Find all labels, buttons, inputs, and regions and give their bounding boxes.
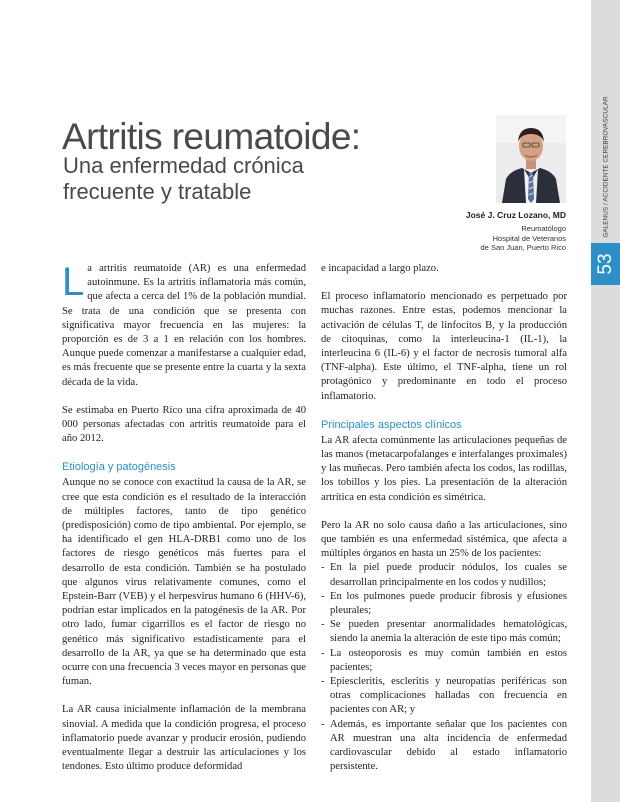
paragraph-statistics: Se estimaba en Puerto Rico una cifra aproximada de 40 000 personas afectadas con artritis reumatoide para el año 2012. (62, 404, 306, 445)
complications-list (321, 561, 567, 774)
author-location: de San Juan, Puerto Rico (480, 243, 566, 252)
author-photo (496, 115, 566, 203)
drop-cap: L (62, 260, 85, 304)
paragraph-continuation: e incapacidad a largo plazo. (321, 263, 439, 274)
list-item: - En los pulmones puede producir fibrosis y efusiones pleurales; (321, 590, 567, 618)
list-item: - En la piel puede producir nódulos, los cuales se desarrollan principalmente en los codos y nudillos; (321, 561, 567, 589)
paragraph-etiologia: Aunque no se conoce con exactitud la causa de la AR, se cree que esta condición es el resultado de la interacción de múltiples factores, tanto de tipo genético (predisposición) como de tipo ambiental. Por ejemplo, se ha identificado el gen HLA-DRB1 como uno de los factores de riesgo genéticos más fuertes para el desarrollo de esta condición. También se ha postulado que algunos virus relativamente comunes, como el Epstein-Barr (VEB) y el herpesvirus humano 6 (HHV-6), podrían estar implicados en la patogénesis de la AR. Por otro lado, fumar cigarrillos es el factor de riesgo no genético más significativo estadísticamente para el desarrollo de la AR, ya que se ha determinado que esta ocurre con una frecuencia 3 veces mayor en personas que fuman. (62, 477, 306, 688)
list-item: - Se pueden presentar anormalidades hematológicas, siendo la anemia la alteración de este tipo más común; (321, 618, 567, 646)
paragraph-proceso: El proceso inflamatorio mencionado es perpetuado por muchas razones. Entre estas, podemos mencionar la activación de células T, de linfocitos B, y la producción de citoquinas, como la interleucina-1 (IL-1), la interleucina 6 (IL-6) y el factor de necrosis tumoral alfa (TNF-alpha). Este último, el TNF-alpha, tiene un rol protagónico y predominante en todo el proceso inflamatorio. (321, 291, 567, 402)
paragraph-articulaciones: La AR afecta comúnmente las articulaciones pequeñas de las manos (metacarpofalanges e interfalanges proximales) y las muñecas. Pero también afecta los codos, las rodillas, los tobillos y los pies. La presentación de la alteración artrítica en esta condición es simétrica. (321, 434, 567, 503)
column-right (321, 263, 567, 775)
author-role: Reumatólogo (521, 224, 566, 233)
list-item: - Además, es importante señalar que los pacientes con AR muestran una alta incidencia de enfermedad cardiovascular debido al estado inflamatorio persistente. (321, 718, 567, 775)
article-title: Artritis reumatoide: (62, 116, 361, 157)
list-item: - Epiescleritis, escleritis y neuropatías periféricas son otras complicaciones halladas con frecuencia en pacientes con AR; y (321, 675, 567, 718)
author-credentials (370, 224, 566, 253)
article-subtitle: Una enfermedad crónica frecuente y tratable (63, 153, 304, 204)
paragraph-sistemica: Pero la AR no solo causa daño a las articulaciones, sino que también es una enfermedad sistémica, que afecta a múltiples órganos en hasta un 25% de los pacientes: (321, 519, 567, 560)
column-left (62, 262, 306, 789)
section-label: GALENUS / ACCIDENTE CEREBROVASCULAR (602, 96, 610, 238)
heading-clinicos: Principales aspectos clínicos (321, 418, 462, 431)
page-number-tab (591, 243, 620, 285)
heading-etiologia: Etiología y patogénesis (62, 461, 176, 474)
author-block (370, 210, 566, 253)
author-affiliation: Hospital de Veteranos (492, 233, 566, 243)
list-item: - La osteoporosis es muy común también en estos pacientes; (321, 647, 567, 675)
intro-paragraph: La artritis reumatoide (AR) es una enfermedad autoinmune. Es la artritis inflamatoria más común, que afecta a cerca del 1% de la población mundial. Se trata de una condición que se presenta con significativa mayor frecuencia en las mujeres: la proporción es de 3 a 1 en relación con los hombres. Aunque puede comenzar a manifestarse a cualquier edad, es más frecuente que se presente entre la cuarta y la sexta década de la vida. (62, 260, 306, 388)
page-number: 53 (594, 253, 616, 275)
paragraph-inflamacion: La AR causa inicialmente inflamación de la membrana sinovial. A medida que la condición progresa, el proceso inflamatorio puede avanzar y producir erosión, pudiendo eventualmente llegar a destruir las articulaciones y los tendones. Esto último produce deformidad (62, 704, 306, 773)
author-name: José J. Cruz Lozano, MD (465, 210, 566, 220)
